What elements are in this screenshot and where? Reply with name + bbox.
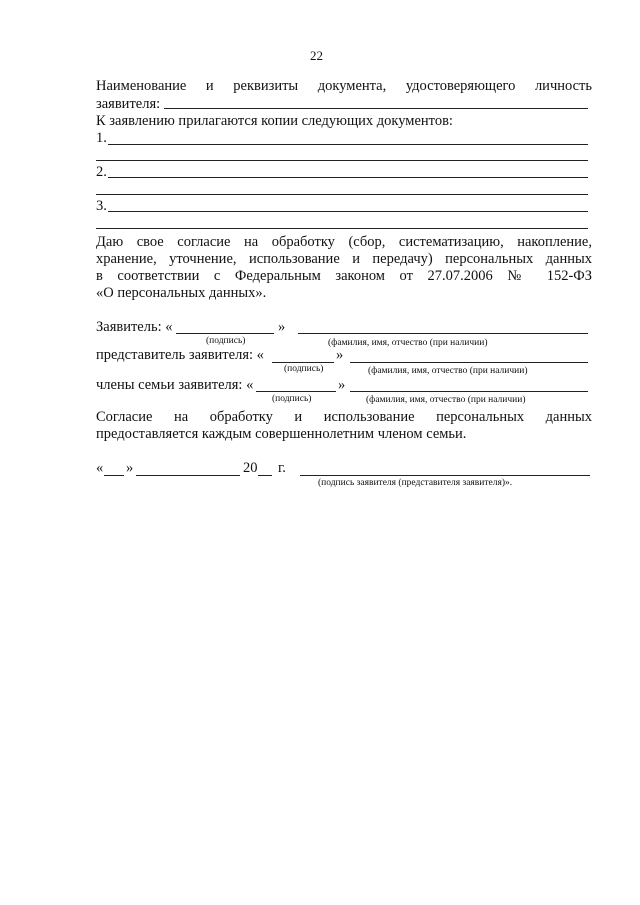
family-quote-close: » xyxy=(338,377,346,393)
adult-consent-line-1: Согласие на обработку и использование персональных данных xyxy=(96,409,592,425)
item-number-3: 3. xyxy=(96,198,107,214)
attachment-field-1[interactable] xyxy=(108,144,588,145)
date-quote-open: « xyxy=(96,460,104,476)
applicant-final-signature-field[interactable] xyxy=(300,475,590,476)
consent-line-2: хранение, уточнение, использование и передачу) персональных данных xyxy=(96,251,592,267)
attachment-field-1b[interactable] xyxy=(96,160,588,161)
item-number-1: 1. xyxy=(96,130,107,146)
date-year-field[interactable] xyxy=(258,475,272,476)
attachment-field-2b[interactable] xyxy=(96,194,588,195)
date-day-field[interactable] xyxy=(104,475,124,476)
adult-consent-line-2: предоставляется каждым совершеннолетним членом семьи. xyxy=(96,426,467,442)
consent-line-1: Даю свое согласие на обработку (сбор, систематизацию, накопление, xyxy=(96,234,592,250)
applicant-signature-field[interactable] xyxy=(176,333,274,334)
applicant-quote-close: » xyxy=(278,319,286,335)
applicant-signature-hint: (подпись) xyxy=(206,336,246,346)
representative-quote-close: » xyxy=(336,347,344,363)
family-signature-hint: (подпись) xyxy=(272,394,312,404)
date-quote-close: » xyxy=(126,460,134,476)
applicant-label: Заявитель: « xyxy=(96,319,173,335)
applicant-fio-hint: (фамилия, имя, отчество (при наличии) xyxy=(328,338,488,348)
page-number: 22 xyxy=(310,48,323,63)
representative-fio-hint: (фамилия, имя, отчество (при наличии) xyxy=(368,366,528,376)
attachments-label: К заявлению прилагаются копии следующих документов: xyxy=(96,113,453,129)
attachment-field-2[interactable] xyxy=(108,177,588,178)
id-doc-label: Наименование и реквизиты документа, удостоверяющего личность xyxy=(96,78,592,94)
representative-signature-hint: (подпись) xyxy=(284,364,324,374)
date-year-prefix: 20 xyxy=(243,460,258,476)
date-year-suffix: г. xyxy=(278,460,286,476)
representative-signature-field[interactable] xyxy=(272,362,334,363)
family-fio-hint: (фамилия, имя, отчество (при наличии) xyxy=(366,395,526,405)
attachment-field-3[interactable] xyxy=(108,211,588,212)
family-label: члены семьи заявителя: « xyxy=(96,377,254,393)
representative-label: представитель заявителя: « xyxy=(96,347,264,363)
item-number-2: 2. xyxy=(96,164,107,180)
representative-fio-field[interactable] xyxy=(350,362,588,363)
consent-line-3: в соответствии с Федеральным законом от 27.07.2006 № 152-ФЗ xyxy=(96,268,592,284)
family-fio-field[interactable] xyxy=(350,391,588,392)
id-doc-field[interactable] xyxy=(164,108,588,109)
final-signature-hint: (подпись заявителя (представителя заявителя)». xyxy=(318,478,513,488)
attachment-field-3b[interactable] xyxy=(96,228,588,229)
applicant-label-short: заявителя: xyxy=(96,96,161,112)
date-month-field[interactable] xyxy=(136,475,240,476)
applicant-fio-field[interactable] xyxy=(298,333,588,334)
consent-line-4: «О персональных данных». xyxy=(96,285,267,301)
family-signature-field[interactable] xyxy=(256,391,336,392)
